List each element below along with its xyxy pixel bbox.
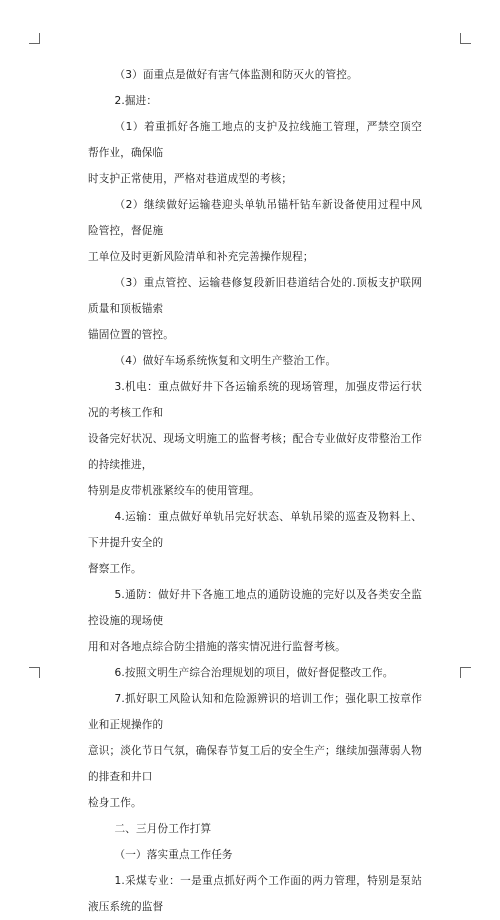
paragraph-line: （一）落实重点工作任务 — [114, 849, 233, 861]
paragraph-line: 4.运输：重点做好单轨吊完好状态、单轨吊梁的巡查及物料上、下井提升安全的 — [88, 511, 422, 549]
paragraph-line: 特别是皮带机涨紧绞车的使用管理。 — [88, 485, 260, 497]
crop-mark-bottom-left — [29, 667, 40, 678]
paragraph-line: 2.掘进： — [114, 95, 158, 107]
paragraph-line: 督察工作。 — [88, 563, 142, 575]
paragraph-line: （1）着重抓好各施工地点的支护及拉线施工管理，严禁空顶空帮作业，确保临 — [88, 121, 422, 159]
paragraph-line: 7.抓好职工风险认知和危险源辨识的培训工作；强化职工按章作业和正规操作的 — [88, 693, 422, 731]
paragraph-line: 检身工作。 — [88, 797, 142, 809]
crop-mark-bottom-right — [460, 667, 471, 678]
paragraph-line: 6.按照文明生产综合治理规划的项目，做好督促整改工作。 — [114, 667, 394, 679]
crop-mark-top-left — [29, 33, 40, 44]
paragraph-line: 时支护正常使用，严格对巷道成型的考核； — [88, 173, 293, 185]
paragraph-line: 二、三月份工作打算 — [114, 823, 212, 835]
paragraph-line: 锚固位置的管控。 — [88, 329, 174, 341]
paragraph-line: （3）重点管控、运输巷修复段新旧巷道结合处的.顶板支护联网质量和顶板锚索 — [88, 277, 422, 315]
paragraph-line: 工单位及时更新风险清单和补充完善操作规程； — [88, 251, 314, 263]
paragraph-line: 1.采煤专业：一是重点抓好两个工作面的两力管理，特别是泵站液压系统的监督 — [88, 875, 422, 913]
crop-mark-top-right — [460, 33, 471, 44]
document-body — [88, 62, 422, 920]
paragraph-line: （2）继续做好运输巷迎头单轨吊锚杆钻车新设备使用过程中风险管控，督促施 — [88, 199, 422, 237]
paragraph-line: 意识；淡化节日气氛，确保春节复工后的安全生产；继续加强薄弱人物的排查和井口 — [88, 745, 422, 783]
paragraph-line: 用和对各地点综合防尘措施的落实情况进行监督考核。 — [88, 641, 346, 653]
paragraph-line: 5.通防：做好井下各施工地点的通防设施的完好以及各类安全监控设施的现场使 — [88, 589, 422, 627]
paragraph-line: 3.机电：重点做好井下各运输系统的现场管理，加强皮带运行状况的考核工作和 — [88, 381, 422, 419]
paragraph-line: （4）做好车场系统恢复和文明生产整治工作。 — [114, 355, 337, 367]
paragraph-line: （3）面重点是做好有害气体监测和防灭火的管控。 — [114, 69, 358, 81]
paragraph-line: 设备完好状况、现场文明施工的监督考核；配合专业做好皮带整治工作的持续推进， — [88, 433, 422, 471]
